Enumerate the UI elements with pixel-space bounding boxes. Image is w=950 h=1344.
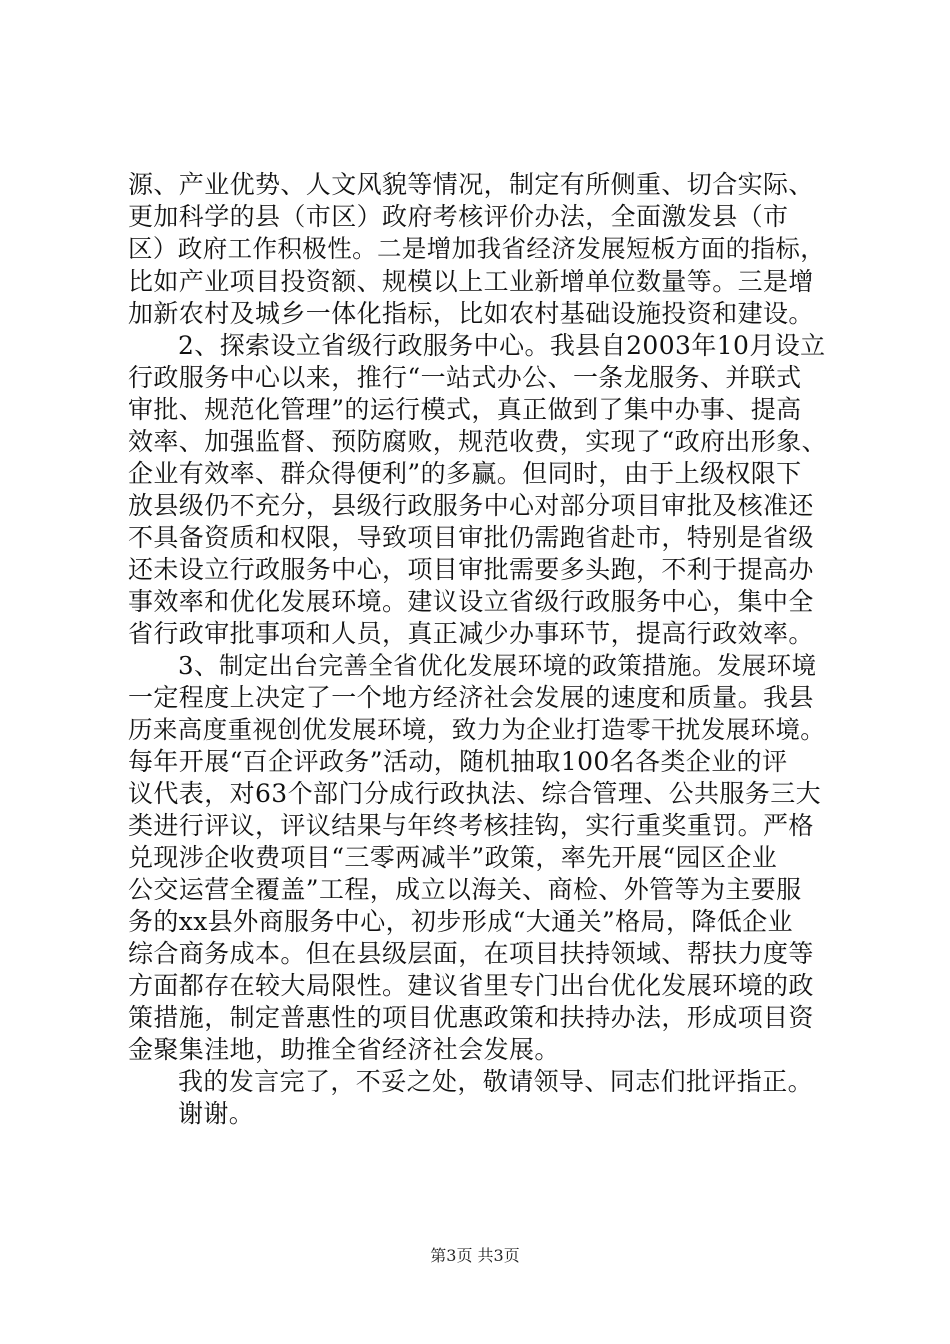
text-line: 一定程度上决定了一个地方经济社会发展的速度和质量。我县	[128, 683, 814, 712]
text-line: 源、产业优势、人文风貌等情况，制定有所侧重、切合实际、	[128, 170, 814, 199]
text-line: 比如产业项目投资额、规模以上工业新增单位数量等。三是增	[128, 267, 814, 296]
closing-remark: 我的发言完了，不妥之处，敬请领导、同志们批评指正。	[178, 1067, 814, 1096]
text-line: 每年开展“百企评政务”活动，随机抽取100名各类企业的评	[128, 747, 788, 776]
text-line: 类进行评议，评议结果与年终考核挂钩，实行重奖重罚。严格	[128, 811, 814, 840]
text-line: 兑现涉企收费项目“三零两减半”政策，率先开展“园区企业	[128, 843, 778, 872]
text-line: 加新农村及城乡一体化指标，比如农村基础设施投资和建设。	[128, 299, 814, 328]
text-line: 区）政府工作积极性。二是增加我省经济发展短板方面的指标，	[128, 234, 826, 263]
text-line: 省行政审批事项和人员，真正减少办事环节，提高行政效率。	[128, 619, 814, 648]
text-line: 企业有效率、群众得便利”的多赢。但同时，由于上级权限下	[128, 459, 802, 488]
text-line: 还未设立行政服务中心，项目审批需要多头跑，不利于提高办	[128, 555, 814, 584]
paragraph-2-start: 2、探索设立省级行政服务中心。我县自2003年10月设立	[178, 331, 826, 360]
thanks-line: 谢谢。	[178, 1099, 255, 1128]
text-line: 更加科学的县（市区）政府考核评价办法，全面激发县（市	[128, 202, 789, 231]
text-line: 放县级仍不充分，县级行政服务中心对部分项目审批及核准还	[128, 491, 814, 520]
text-line: 策措施，制定普惠性的项目优惠政策和扶持办法，形成项目资	[128, 1003, 814, 1032]
text-line: 不具备资质和权限，导致项目审批仍需跑省赴市，特别是省级	[128, 523, 814, 552]
text-line: 审批、规范化管理”的运行模式，真正做到了集中办事、提高	[128, 395, 802, 424]
text-line: 议代表，对63个部门分成行政执法、综合管理、公共服务三大	[128, 779, 822, 808]
text-line: 方面都存在较大局限性。建议省里专门出台优化发展环境的政	[128, 971, 814, 1000]
text-line: 效率、加强监督、预防腐败，规范收费，实现了“政府出形象、	[128, 427, 827, 456]
text-line: 综合商务成本。但在县级层面，在项目扶持领域、帮扶力度等	[128, 939, 814, 968]
text-line: 金聚集洼地，助推全省经济社会发展。	[128, 1035, 560, 1064]
text-line: 事效率和优化发展环境。建议设立省级行政服务中心，集中全	[128, 587, 814, 616]
text-line: 行政服务中心以来，推行“一站式办公、一条龙服务、并联式	[128, 363, 802, 392]
paragraph-3-start: 3、制定出台完善全省优化发展环境的政策措施。发展环境	[178, 651, 817, 680]
page-footer: 第3页 共3页	[430, 1246, 520, 1265]
text-line: 公交运营全覆盖”工程，成立以海关、商检、外管等为主要服	[128, 875, 802, 904]
text-line: 务的xx县外商服务中心，初步形成“大通关”格局，降低企业	[128, 907, 793, 936]
text-line: 历来高度重视创优发展环境，致力为企业打造零干扰发展环境。	[128, 715, 826, 744]
